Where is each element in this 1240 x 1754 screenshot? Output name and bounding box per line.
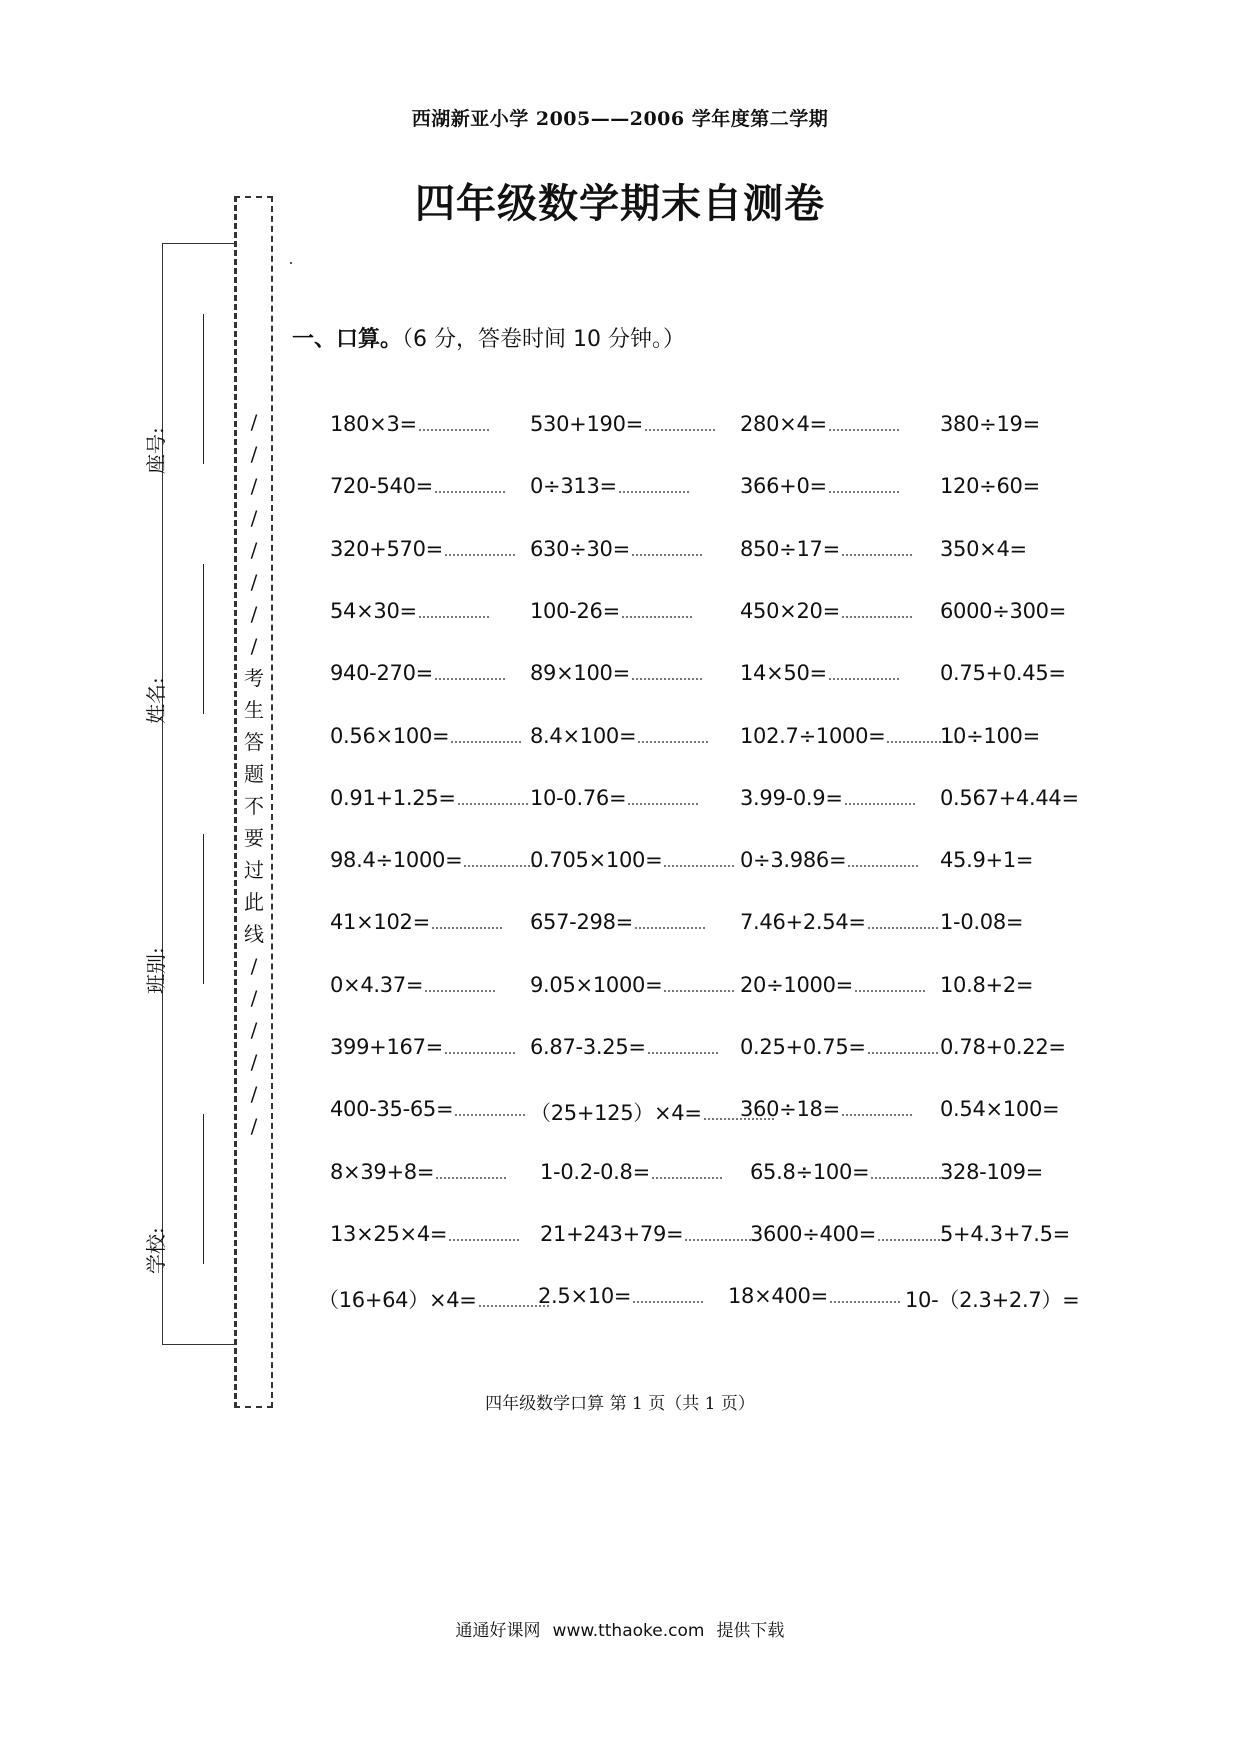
seat-number-field: [144, 284, 235, 474]
answer-blank[interactable]: [645, 415, 715, 431]
seal-char: 生: [244, 698, 264, 722]
question-expression: 65.8÷100=: [750, 1160, 870, 1184]
answer-blank[interactable]: [648, 1038, 718, 1054]
answer-blank[interactable]: [633, 1287, 703, 1303]
question-item: [530, 412, 715, 436]
seal-char: /: [250, 1050, 258, 1074]
question-expression: 450×20=: [740, 599, 840, 623]
question-item: [905, 1284, 1079, 1314]
question-item: [750, 1160, 941, 1184]
question-expression: 850÷17=: [740, 537, 840, 561]
question-row: [330, 599, 1130, 631]
question-item: [750, 1222, 948, 1246]
question-item: [330, 537, 515, 561]
question-item: [330, 910, 502, 934]
question-expression: 0×4.37=: [330, 973, 424, 997]
question-expression: （25+125）×4=: [530, 1101, 702, 1125]
question-row: [330, 848, 1130, 880]
question-row: [330, 724, 1130, 756]
download-credit: [0, 1616, 1240, 1641]
answer-blank[interactable]: [451, 727, 521, 743]
question-item: [740, 724, 957, 748]
question-item: [318, 1284, 549, 1314]
question-expression: 6000÷300=: [940, 599, 1067, 623]
answer-blank[interactable]: [664, 976, 734, 992]
answer-blank[interactable]: [829, 415, 899, 431]
question-item: [740, 599, 912, 623]
question-expression: 98.4÷1000=: [330, 848, 463, 872]
seal-char: /: [250, 506, 258, 530]
question-expression: 720-540=: [330, 474, 433, 498]
answer-blank[interactable]: [830, 1287, 900, 1303]
question-item: [740, 786, 915, 810]
question-item: [940, 786, 1079, 810]
question-expression: 1-0.2-0.8=: [540, 1160, 650, 1184]
question-expression: 54×30=: [330, 599, 417, 623]
answer-blank[interactable]: [829, 664, 899, 680]
answer-blank[interactable]: [632, 664, 702, 680]
question-item: [740, 661, 899, 685]
school-field: [144, 1084, 235, 1274]
question-expression: 400-35-65=: [330, 1097, 454, 1121]
question-expression: 350×4=: [940, 537, 1027, 561]
seat-number-line: [203, 314, 204, 464]
question-item: [330, 412, 489, 436]
question-item: [530, 724, 708, 748]
question-item: [940, 724, 1040, 748]
answer-blank[interactable]: [449, 1225, 519, 1241]
student-info-box: [144, 243, 235, 1345]
seal-char: /: [250, 602, 258, 626]
question-item: [530, 973, 734, 997]
question-expression: 2.5×10=: [538, 1284, 632, 1308]
answer-blank[interactable]: [829, 477, 899, 493]
question-item: [530, 848, 734, 872]
question-item: [330, 1035, 515, 1059]
question-item: [740, 848, 918, 872]
answer-blank[interactable]: [842, 540, 912, 556]
question-expression: 7.46+2.54=: [740, 910, 866, 934]
seal-char: 此: [244, 890, 264, 914]
credit-url: www.tthaoke.com: [552, 1621, 705, 1641]
seal-char: 要: [244, 826, 264, 850]
answer-blank[interactable]: [848, 851, 918, 867]
question-item: [940, 973, 1033, 997]
question-expression: 630÷30=: [530, 537, 630, 561]
seal-char: /: [250, 986, 258, 1010]
question-expression: 6.87-3.25=: [530, 1035, 646, 1059]
seal-char: /: [250, 538, 258, 562]
question-item: [530, 537, 702, 561]
answer-blank[interactable]: [445, 540, 515, 556]
school-line: [203, 1114, 204, 1264]
question-row: [330, 1035, 1130, 1067]
question-item: [740, 973, 925, 997]
question-item: [330, 599, 489, 623]
question-expression: 0.78+0.22=: [940, 1035, 1066, 1059]
question-expression: 328-109=: [940, 1160, 1043, 1184]
section-heading: [292, 322, 685, 353]
seal-char: 题: [244, 762, 264, 786]
exam-title: 四年级数学期末自测卷: [415, 180, 825, 227]
question-expression: 0.567+4.44=: [940, 786, 1079, 810]
seal-char: /: [250, 474, 258, 498]
section-number: 一、口算。: [292, 327, 403, 352]
question-item: [740, 537, 912, 561]
question-expression: 380÷19=: [940, 412, 1040, 436]
question-row: [330, 474, 1130, 506]
question-item: [330, 474, 505, 498]
answer-blank[interactable]: [652, 1163, 722, 1179]
question-expression: 0.705×100=: [530, 848, 663, 872]
question-item: [330, 973, 495, 997]
question-item: [940, 599, 1066, 623]
answer-blank[interactable]: [664, 851, 734, 867]
question-item: [540, 1160, 722, 1184]
question-item: [530, 661, 702, 685]
question-item: [940, 848, 1033, 872]
question-expression: 360÷18=: [740, 1097, 840, 1121]
section-note: （6 分，答卷时间 10 分钟。）: [402, 327, 685, 352]
question-item: [940, 910, 1023, 934]
answer-blank[interactable]: [855, 976, 925, 992]
question-item: [740, 910, 938, 934]
answer-blank[interactable]: [622, 602, 692, 618]
answer-blank[interactable]: [638, 727, 708, 743]
credit-site-name: 通通好课网: [455, 1621, 541, 1641]
answer-blank[interactable]: [685, 1225, 755, 1241]
school-label: 学校:: [144, 1227, 168, 1274]
page-footer: 四年级数学口算 第 1 页（共 1 页）: [485, 1394, 755, 1414]
question-item: [940, 537, 1027, 561]
answer-blank[interactable]: [445, 1038, 515, 1054]
name-label: 姓名:: [144, 677, 168, 724]
seal-line-text: [237, 412, 271, 1148]
question-row: [318, 1284, 1130, 1316]
question-expression: 13×25×4=: [330, 1222, 448, 1246]
question-row: [330, 537, 1130, 569]
question-expression: 14×50=: [740, 661, 827, 685]
question-row: [330, 661, 1130, 693]
answer-blank[interactable]: [432, 913, 502, 929]
question-row: [330, 786, 1130, 818]
question-item: [940, 1035, 1066, 1059]
question-expression: 657-298=: [530, 910, 633, 934]
answer-blank[interactable]: [419, 415, 489, 431]
question-row: [330, 1222, 1130, 1254]
question-item: [940, 474, 1040, 498]
question-expression: 8×39+8=: [330, 1160, 435, 1184]
question-expression: 3.99-0.9=: [740, 786, 843, 810]
question-expression: 10-（2.3+2.7）=: [905, 1288, 1080, 1312]
question-item: [530, 910, 705, 934]
question-row: [330, 1097, 1130, 1129]
question-expression: （16+64）×4=: [318, 1288, 477, 1312]
question-expression: 180×3=: [330, 412, 417, 436]
question-item: [940, 1097, 1059, 1121]
question-expression: 0÷313=: [530, 474, 617, 498]
seal-char: 线: [244, 922, 264, 946]
question-item: [530, 599, 692, 623]
question-expression: 3600÷400=: [750, 1222, 877, 1246]
question-item: [538, 1284, 703, 1308]
answer-blank[interactable]: [419, 602, 489, 618]
question-item: [740, 474, 899, 498]
answer-blank[interactable]: [455, 1100, 525, 1116]
question-expression: 0.91+1.25=: [330, 786, 456, 810]
school-term-heading: 西湖新亚小学 2005——2006 学年度第二学期: [411, 108, 829, 130]
question-expression: 102.7÷1000=: [740, 724, 886, 748]
answer-blank[interactable]: [436, 1163, 506, 1179]
seal-char: 考: [244, 666, 264, 690]
answer-blank[interactable]: [619, 477, 689, 493]
question-row: [330, 1160, 1130, 1192]
question-expression: 280×4=: [740, 412, 827, 436]
question-expression: 320+570=: [330, 537, 443, 561]
question-expression: 45.9+1=: [940, 848, 1034, 872]
answer-blank[interactable]: [464, 851, 534, 867]
question-expression: 10.8+2=: [940, 973, 1034, 997]
question-item: [330, 724, 521, 748]
answer-blank[interactable]: [628, 789, 698, 805]
question-item: [330, 848, 534, 872]
seal-char: /: [250, 410, 258, 434]
class-label: 班别:: [144, 947, 168, 994]
question-row: [330, 910, 1130, 942]
class-field: [144, 804, 235, 994]
answer-blank[interactable]: [868, 913, 938, 929]
answer-blank[interactable]: [632, 540, 702, 556]
question-item: [530, 786, 698, 810]
seal-char: /: [250, 570, 258, 594]
question-expression: 0.25+0.75=: [740, 1035, 866, 1059]
question-expression: 366+0=: [740, 474, 827, 498]
question-item: [330, 661, 505, 685]
question-item: [330, 786, 528, 810]
seal-char: 答: [244, 730, 264, 754]
answer-blank[interactable]: [458, 789, 528, 805]
question-item: [740, 1035, 938, 1059]
seal-char: /: [250, 634, 258, 658]
answer-blank[interactable]: [635, 913, 705, 929]
question-row: [330, 412, 1130, 444]
question-row: [330, 973, 1130, 1005]
question-item: [330, 1222, 519, 1246]
class-line: [203, 834, 204, 984]
seal-char: 不: [244, 794, 264, 818]
question-item: [728, 1284, 900, 1308]
question-item: [330, 1160, 506, 1184]
seal-char: /: [250, 1114, 258, 1138]
stray-mark: [290, 262, 292, 264]
seal-char: /: [250, 1018, 258, 1042]
answer-blank[interactable]: [842, 1100, 912, 1116]
question-expression: 100-26=: [530, 599, 620, 623]
question-expression: 530+190=: [530, 412, 643, 436]
question-item: [530, 1035, 718, 1059]
answer-blank[interactable]: [425, 976, 495, 992]
question-expression: 10-0.76=: [530, 786, 627, 810]
question-item: [940, 412, 1040, 436]
question-item: [330, 1097, 525, 1121]
question-expression: 0÷3.986=: [740, 848, 847, 872]
question-expression: 20÷1000=: [740, 973, 853, 997]
question-expression: 399+167=: [330, 1035, 443, 1059]
question-expression: 1-0.08=: [940, 910, 1024, 934]
answer-blank[interactable]: [868, 1038, 938, 1054]
seal-char: /: [250, 954, 258, 978]
question-item: [530, 1097, 774, 1127]
answer-blank[interactable]: [878, 1225, 948, 1241]
question-expression: 10÷100=: [940, 724, 1040, 748]
seal-line-box: [234, 196, 273, 1408]
seat-number-label: 座号:: [144, 427, 168, 474]
question-expression: 89×100=: [530, 661, 630, 685]
question-item: [940, 1160, 1043, 1184]
answer-blank[interactable]: [845, 789, 915, 805]
question-expression: 0.56×100=: [330, 724, 450, 748]
answer-blank[interactable]: [871, 1163, 941, 1179]
name-line: [203, 564, 204, 714]
question-expression: 120÷60=: [940, 474, 1040, 498]
credit-suffix: 提供下载: [716, 1621, 785, 1641]
answer-blank[interactable]: [435, 664, 505, 680]
question-expression: 940-270=: [330, 661, 433, 685]
answer-blank[interactable]: [435, 477, 505, 493]
seal-char: /: [250, 1082, 258, 1106]
seal-char: /: [250, 442, 258, 466]
question-item: [740, 412, 899, 436]
seal-char: 过: [244, 858, 264, 882]
question-item: [530, 474, 689, 498]
question-expression: 21+243+79=: [540, 1222, 684, 1246]
question-expression: 0.75+0.45=: [940, 661, 1066, 685]
question-item: [740, 1097, 912, 1121]
question-expression: 0.54×100=: [940, 1097, 1060, 1121]
question-item: [940, 1222, 1070, 1246]
question-item: [540, 1222, 755, 1246]
question-expression: 41×102=: [330, 910, 430, 934]
name-field: [144, 534, 235, 724]
question-item: [940, 661, 1066, 685]
answer-blank[interactable]: [842, 602, 912, 618]
question-expression: 18×400=: [728, 1284, 828, 1308]
question-expression: 9.05×1000=: [530, 973, 663, 997]
question-expression: 5+4.3+7.5=: [940, 1222, 1070, 1246]
question-expression: 8.4×100=: [530, 724, 637, 748]
